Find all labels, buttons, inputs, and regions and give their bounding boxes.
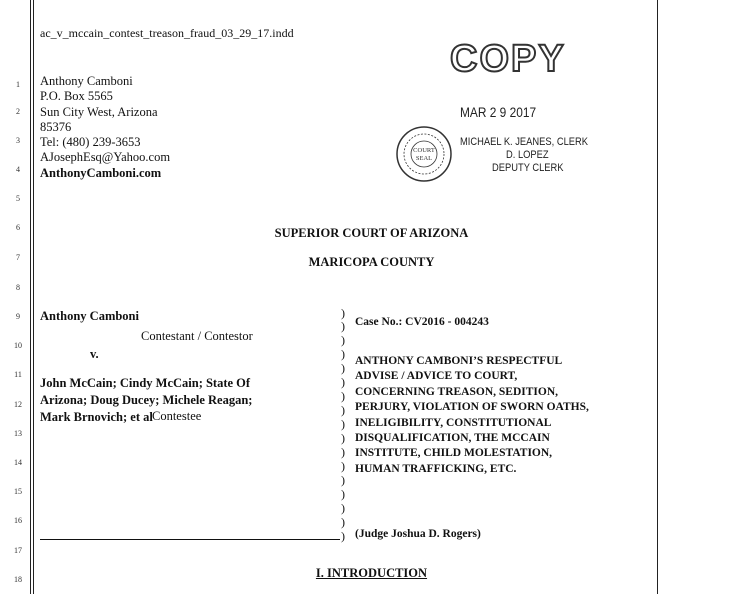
- line-number: 14: [14, 458, 22, 467]
- contestant-role: Contestant / Contestor: [141, 329, 253, 343]
- caption-paren: ): [341, 333, 345, 347]
- line-number: 7: [16, 253, 20, 262]
- clerk-filing-stamp: [390, 38, 628, 196]
- court-name: SUPERIOR COURT OF ARIZONA: [274, 226, 469, 240]
- copy-stamp-text: COPY: [450, 38, 566, 80]
- line-number: 8: [16, 283, 20, 292]
- title-line: PERJURY, VIOLATION OF SWORN OATHS,: [355, 401, 589, 414]
- court-county: MARICOPA COUNTY: [308, 255, 435, 269]
- line-number: 15: [14, 487, 22, 496]
- svg-text:SEAL: SEAL: [415, 155, 433, 162]
- contestee-line: Arizona; Doug Ducey; Michele Reagan;: [40, 393, 253, 407]
- left-margin-rule-inner: [33, 0, 34, 594]
- caption-paren: ): [341, 459, 345, 473]
- line-number: 11: [14, 370, 22, 379]
- line-number: 9: [16, 312, 20, 321]
- svg-text:COURT: COURT: [413, 147, 435, 154]
- attorney-name: Anthony Camboni: [40, 74, 133, 88]
- right-margin-rule: [657, 0, 658, 594]
- title-line: INELIGIBILITY, CONSTITUTIONAL: [355, 416, 552, 429]
- caption-paren: ): [341, 375, 345, 389]
- contestee-names: [40, 375, 252, 426]
- caption-paren: ): [341, 515, 345, 529]
- stamp-deputy-name: D. LOPEZ: [506, 149, 549, 161]
- title-line: INSTITUTE, CHILD MOLESTATION,: [355, 447, 553, 460]
- caption-paren: ): [341, 319, 345, 333]
- document-title: [355, 354, 589, 477]
- caption-paren: ): [341, 501, 345, 515]
- contestee-line: Mark Brnovich; et al: [40, 410, 153, 424]
- attorney-po-box: P.O. Box 5565: [40, 89, 113, 104]
- title-line: HUMAN TRAFFICKING, ETC.: [355, 462, 517, 475]
- caption-paren: ): [341, 389, 345, 403]
- line-number: 10: [14, 341, 22, 350]
- attorney-email: AJosephEsq@Yahoo.com: [40, 150, 171, 165]
- court-seal-icon: [394, 124, 454, 184]
- attorney-city: Sun City West, Arizona: [40, 104, 158, 119]
- line-number: 12: [14, 400, 22, 409]
- contestant-name: Anthony Camboni: [40, 309, 139, 323]
- stamp-clerk-name: MICHAEL K. JEANES, CLERK: [460, 136, 589, 148]
- caption-paren: ): [341, 403, 345, 417]
- section-heading: I. INTRODUCTION: [315, 566, 428, 580]
- line-number: 4: [16, 165, 20, 174]
- attorney-phone: Tel: (480) 239-3653: [40, 135, 141, 150]
- stamp-date: MAR 2 9 2017: [460, 104, 537, 120]
- caption-paren: ): [341, 431, 345, 445]
- contestee-line: John McCain; Cindy McCain; State Of: [40, 376, 251, 390]
- document-filename: ac_v_mccain_contest_treason_fraud_03_29_17.indd: [40, 26, 294, 40]
- caption-underline: [40, 539, 340, 540]
- line-number: 1: [16, 80, 20, 89]
- versus-label: v.: [90, 347, 99, 361]
- line-number: 18: [14, 575, 22, 584]
- title-line: ANTHONY CAMBONI’S RESPECTFUL: [355, 355, 563, 367]
- stamp-deputy-title: DEPUTY CLERK: [492, 162, 564, 174]
- attorney-zip: 85376: [40, 119, 72, 134]
- caption-paren: ): [341, 306, 345, 320]
- attorney-address-block: [40, 74, 170, 181]
- line-number: 6: [16, 223, 20, 232]
- caption-paren: ): [341, 361, 345, 375]
- caption-paren: ): [341, 487, 345, 501]
- contestee-role: Contestee: [152, 409, 202, 423]
- line-number: 2: [16, 107, 20, 116]
- line-number: 17: [14, 546, 22, 555]
- line-number: 13: [14, 429, 22, 438]
- title-line: ADVISE / ADVICE TO COURT,: [355, 370, 518, 383]
- line-number: 16: [14, 516, 22, 525]
- caption-paren: ): [341, 473, 345, 487]
- caption-paren: ): [341, 445, 345, 459]
- case-number: Case No.: CV2016 - 004243: [355, 316, 489, 328]
- caption-paren: ): [341, 417, 345, 431]
- line-number: 3: [16, 136, 20, 145]
- judge-name: (Judge Joshua D. Rogers): [355, 528, 481, 540]
- attorney-website: AnthonyCamboni.com: [40, 165, 162, 180]
- line-number: 5: [16, 194, 20, 203]
- title-line: DISQUALIFICATION, THE MCCAIN: [355, 432, 550, 445]
- title-line: CONCERNING TREASON, SEDITION,: [355, 385, 558, 398]
- left-margin-rule: [30, 0, 31, 594]
- caption-paren: ): [341, 529, 345, 543]
- caption-paren: ): [341, 347, 345, 361]
